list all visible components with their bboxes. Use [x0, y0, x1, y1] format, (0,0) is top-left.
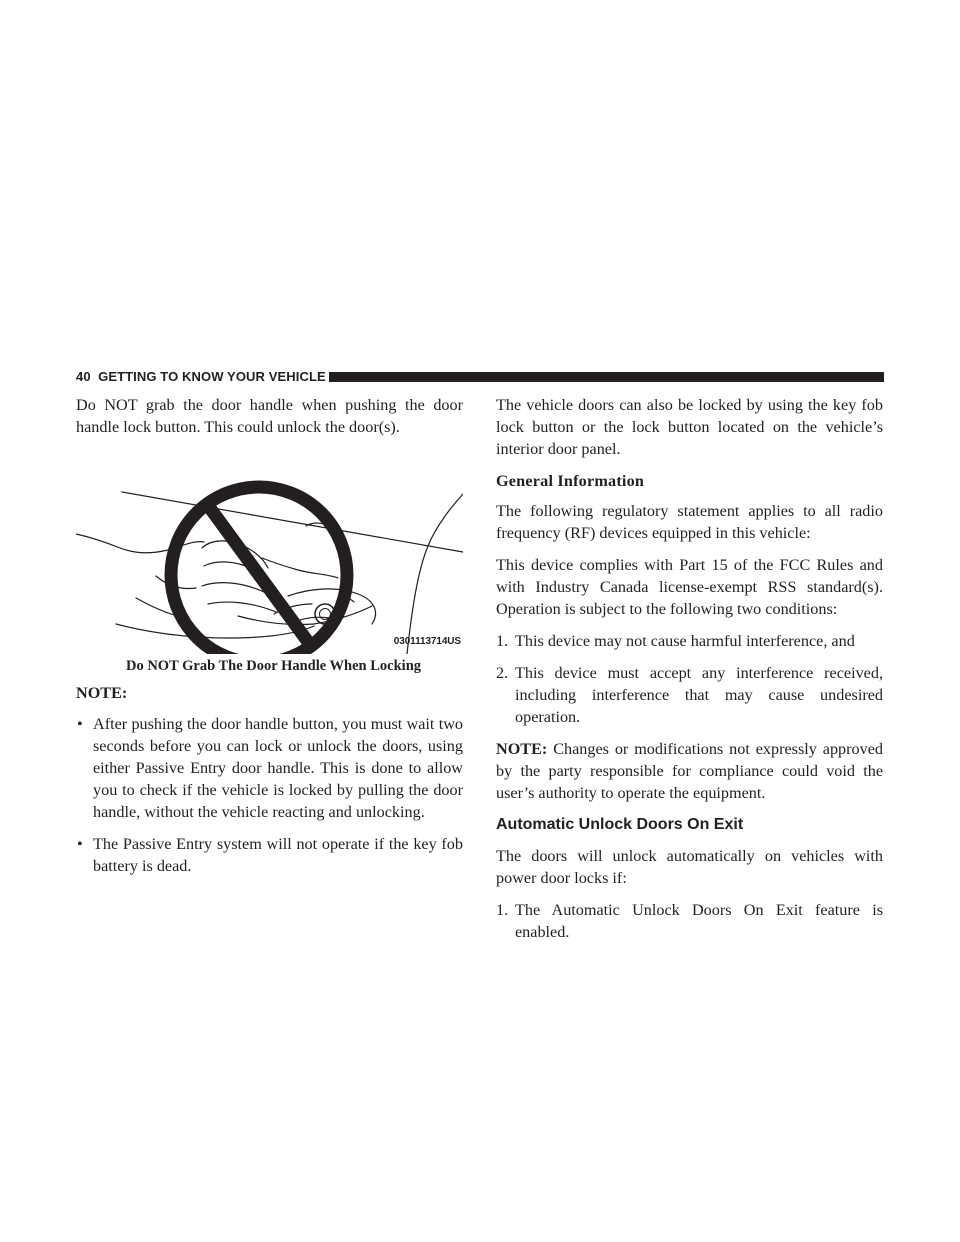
bullet-icon: • — [77, 835, 83, 853]
bullet-text: The Passive Entry system will not operate if the key fob battery is dead. — [93, 835, 463, 875]
item-number: 1. — [496, 901, 509, 919]
bullet-icon: • — [77, 715, 83, 733]
bullet-text: After pushing the door handle button, you must wait two seconds before you can lock or unlock the doors, using either Passive Entry door handle. This is done to allow you to check if the vehicle is locked by pulling the door handle, without the vehicle reacting and unlocking. — [93, 715, 463, 821]
door-handle-figure — [76, 448, 463, 654]
prohibition-slash — [207, 504, 311, 646]
intro-paragraph: Do NOT grab the door handle when pushing the door handle lock button. This could unlock the door(s). — [76, 396, 463, 436]
list-item — [76, 713, 463, 823]
note-label: NOTE: — [76, 684, 128, 702]
header-rule — [329, 372, 884, 382]
page-number: 40 — [76, 369, 91, 384]
general-information-heading: General Information — [496, 472, 645, 490]
item-text: The Automatic Unlock Doors On Exit feature is enabled. — [515, 901, 883, 941]
figure-caption: Do NOT Grab The Door Handle When Locking — [125, 658, 422, 674]
lock-paragraph: The vehicle doors can also be locked by using the key fob lock button or the lock button located on the vehicle’s interior door panel. — [496, 396, 883, 458]
list-item — [496, 630, 883, 652]
prohibition-sign-icon — [76, 448, 463, 654]
left-column — [76, 394, 463, 887]
note-text: Changes or modifications not expressly approved by the party responsible for compliance could void the user’s authority to operate the equipment. — [496, 740, 883, 802]
figure-code: 0301113714US — [393, 636, 461, 647]
general-paragraph: The following regulatory statement applies to all radio frequency (RF) devices equipped in this vehicle: — [496, 502, 883, 542]
compliance-note — [496, 738, 883, 804]
item-text: This device may not cause harmful interference, and — [515, 632, 855, 650]
door-outline — [76, 492, 463, 654]
list-item — [496, 662, 883, 728]
list-item — [496, 899, 883, 943]
page-header-label — [76, 370, 326, 384]
list-item — [76, 833, 463, 877]
item-number: 2. — [496, 664, 509, 682]
note-label: NOTE: — [496, 740, 548, 758]
item-text: This device must accept any interference received, including interference that may cause undesired operation. — [515, 664, 883, 726]
item-number: 1. — [496, 632, 509, 650]
right-column — [496, 394, 883, 953]
page-header — [76, 370, 884, 384]
auto-unlock-paragraph: The doors will unlock automatically on vehicles with power door locks if: — [496, 847, 883, 887]
auto-unlock-heading: Automatic Unlock Doors On Exit — [496, 816, 744, 833]
fcc-paragraph: This device complies with Part 15 of the FCC Rules and with Industry Canada license-exempt RSS standard(s). Operation is subject to the following two conditions: — [496, 556, 883, 618]
section-title: GETTING TO KNOW YOUR VEHICLE — [98, 369, 326, 384]
